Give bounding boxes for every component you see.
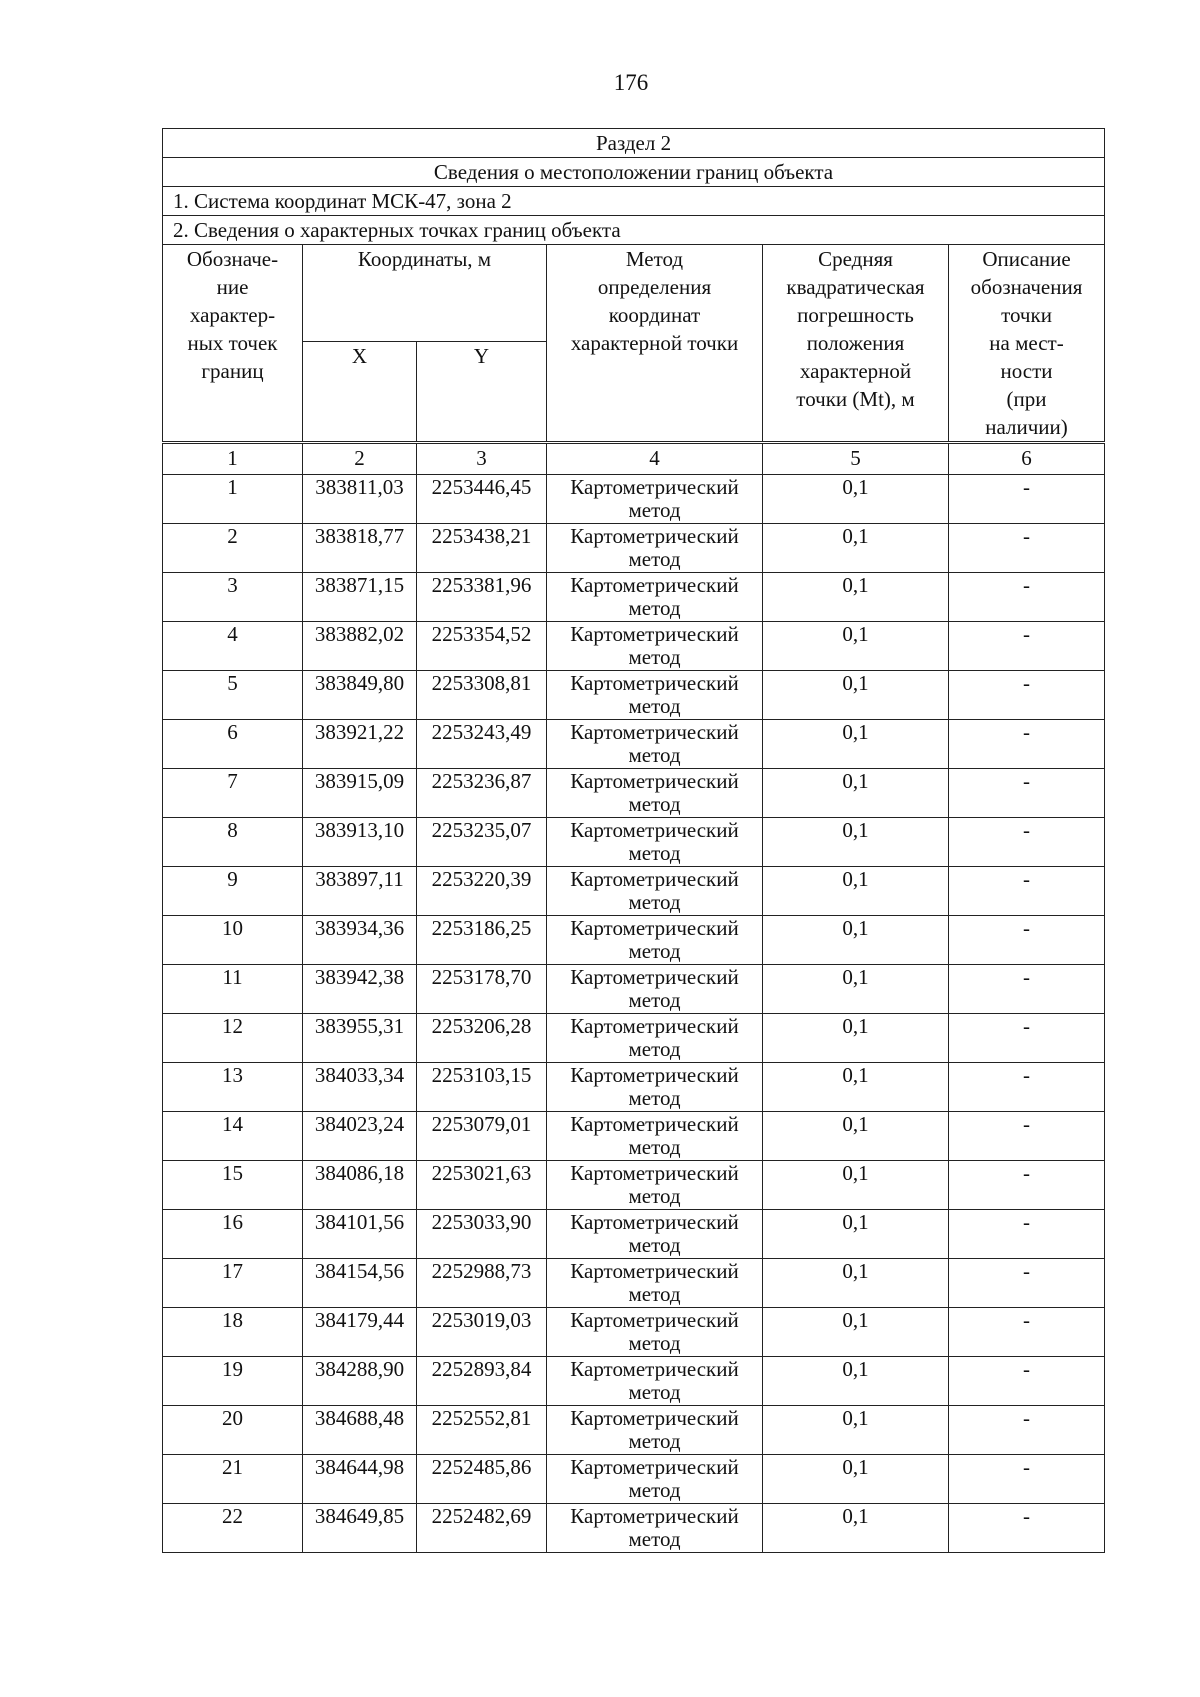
error-cell: 0,1 — [763, 622, 949, 671]
table-row — [163, 1455, 1105, 1504]
y-coordinate-cell: 2252988,73 — [417, 1259, 547, 1308]
table-row — [163, 622, 1105, 671]
point-number-cell: 22 — [163, 1504, 303, 1553]
error-cell: 0,1 — [763, 524, 949, 573]
y-coordinate-cell: 2253220,39 — [417, 867, 547, 916]
method-line-1: Картометрический — [570, 965, 739, 989]
method-cell — [547, 1112, 763, 1161]
error-cell: 0,1 — [763, 769, 949, 818]
y-coordinate-cell: 2253021,63 — [417, 1161, 547, 1210]
column-numbers-row — [163, 443, 1105, 475]
point-number-cell: 19 — [163, 1357, 303, 1406]
header-description: Описание обозначения точки на мест- ности (при наличии) — [949, 245, 1105, 443]
method-line-2: метод — [628, 1086, 681, 1110]
x-coordinate-cell: 384688,48 — [303, 1406, 417, 1455]
method-cell — [547, 524, 763, 573]
x-coordinate-cell: 383871,15 — [303, 573, 417, 622]
error-cell: 0,1 — [763, 1357, 949, 1406]
point-number-cell: 16 — [163, 1210, 303, 1259]
y-coordinate-cell: 2253186,25 — [417, 916, 547, 965]
boundary-points-table — [162, 128, 1105, 1553]
point-number-cell: 13 — [163, 1063, 303, 1112]
column-number: 5 — [763, 443, 949, 475]
table-row — [163, 720, 1105, 769]
table-row — [163, 1014, 1105, 1063]
method-cell — [547, 1504, 763, 1553]
y-coordinate-cell: 2252485,86 — [417, 1455, 547, 1504]
error-cell: 0,1 — [763, 1014, 949, 1063]
error-cell: 0,1 — [763, 818, 949, 867]
header-coordinates: Координаты, м — [303, 245, 547, 342]
table-row — [163, 1259, 1105, 1308]
description-cell: - — [949, 622, 1105, 671]
y-coordinate-cell: 2253019,03 — [417, 1308, 547, 1357]
page-number: 176 — [613, 70, 649, 95]
error-cell: 0,1 — [763, 573, 949, 622]
description-cell: - — [949, 1308, 1105, 1357]
error-cell: 0,1 — [763, 867, 949, 916]
error-cell: 0,1 — [763, 671, 949, 720]
description-cell: - — [949, 1406, 1105, 1455]
x-coordinate-cell: 383811,03 — [303, 475, 417, 524]
method-line-2: метод — [628, 988, 681, 1012]
y-coordinate-cell: 2253236,87 — [417, 769, 547, 818]
table-row — [163, 916, 1105, 965]
point-number-cell: 7 — [163, 769, 303, 818]
description-cell: - — [949, 1455, 1105, 1504]
method-cell — [547, 1357, 763, 1406]
point-number-cell: 1 — [163, 475, 303, 524]
error-cell: 0,1 — [763, 720, 949, 769]
section-title: Раздел 2 — [163, 129, 1105, 158]
method-line-2: метод — [628, 939, 681, 963]
point-number-cell: 17 — [163, 1259, 303, 1308]
y-coordinate-cell: 2253381,96 — [417, 573, 547, 622]
header-y: Y — [417, 342, 547, 443]
method-line-2: метод — [628, 890, 681, 914]
point-number-cell: 2 — [163, 524, 303, 573]
method-line-1: Картометрический — [570, 1014, 739, 1038]
x-coordinate-cell: 383921,22 — [303, 720, 417, 769]
method-line-2: метод — [628, 1331, 681, 1355]
method-cell — [547, 1308, 763, 1357]
method-line-1: Картометрический — [570, 1112, 739, 1136]
y-coordinate-cell: 2253243,49 — [417, 720, 547, 769]
y-coordinate-cell: 2253079,01 — [417, 1112, 547, 1161]
description-cell: - — [949, 671, 1105, 720]
method-line-2: метод — [628, 694, 681, 718]
point-number-cell: 11 — [163, 965, 303, 1014]
method-line-1: Картометрический — [570, 1455, 739, 1479]
table-row — [163, 1357, 1105, 1406]
column-number: 4 — [547, 443, 763, 475]
x-coordinate-cell: 384023,24 — [303, 1112, 417, 1161]
method-cell — [547, 671, 763, 720]
point-number-cell: 6 — [163, 720, 303, 769]
method-line-1: Картометрический — [570, 769, 739, 793]
point-number-cell: 8 — [163, 818, 303, 867]
table-row — [163, 1161, 1105, 1210]
header-designation: Обозначе- ние характер- ных точек границ — [163, 245, 303, 443]
error-cell: 0,1 — [763, 475, 949, 524]
point-number-cell: 20 — [163, 1406, 303, 1455]
method-line-1: Картометрический — [570, 867, 739, 891]
point-number-cell: 21 — [163, 1455, 303, 1504]
x-coordinate-cell: 383942,38 — [303, 965, 417, 1014]
method-line-1: Картометрический — [570, 1259, 739, 1283]
method-cell — [547, 573, 763, 622]
y-coordinate-cell: 2253354,52 — [417, 622, 547, 671]
method-cell — [547, 1063, 763, 1112]
method-cell — [547, 916, 763, 965]
y-coordinate-cell: 2253103,15 — [417, 1063, 547, 1112]
method-line-2: метод — [628, 645, 681, 669]
y-coordinate-cell: 2252482,69 — [417, 1504, 547, 1553]
error-cell: 0,1 — [763, 1161, 949, 1210]
method-line-2: метод — [628, 1380, 681, 1404]
x-coordinate-cell: 384644,98 — [303, 1455, 417, 1504]
table-row — [163, 818, 1105, 867]
description-cell: - — [949, 524, 1105, 573]
method-line-2: метод — [628, 498, 681, 522]
description-cell: - — [949, 573, 1105, 622]
table-row — [163, 524, 1105, 573]
point-number-cell: 18 — [163, 1308, 303, 1357]
x-coordinate-cell: 384154,56 — [303, 1259, 417, 1308]
method-line-2: метод — [628, 841, 681, 865]
point-number-cell: 15 — [163, 1161, 303, 1210]
x-coordinate-cell: 384033,34 — [303, 1063, 417, 1112]
error-cell: 0,1 — [763, 1112, 949, 1161]
method-cell — [547, 1259, 763, 1308]
error-cell: 0,1 — [763, 1210, 949, 1259]
method-cell — [547, 622, 763, 671]
x-coordinate-cell: 384086,18 — [303, 1161, 417, 1210]
method-line-2: метод — [628, 596, 681, 620]
x-coordinate-cell: 384101,56 — [303, 1210, 417, 1259]
description-cell: - — [949, 1210, 1105, 1259]
method-line-2: метод — [628, 792, 681, 816]
method-line-1: Картометрический — [570, 1357, 739, 1381]
method-line-1: Картометрический — [570, 1063, 739, 1087]
error-cell: 0,1 — [763, 1504, 949, 1553]
method-line-1: Картометрический — [570, 720, 739, 744]
point-number-cell: 14 — [163, 1112, 303, 1161]
method-line-2: метод — [628, 1233, 681, 1257]
method-line-1: Картометрический — [570, 573, 739, 597]
method-line-2: метод — [628, 1184, 681, 1208]
x-coordinate-cell: 384288,90 — [303, 1357, 417, 1406]
method-line-2: метод — [628, 1478, 681, 1502]
method-line-1: Картометрический — [570, 671, 739, 695]
error-cell: 0,1 — [763, 965, 949, 1014]
table-row — [163, 1063, 1105, 1112]
description-cell: - — [949, 1357, 1105, 1406]
x-coordinate-cell: 383849,80 — [303, 671, 417, 720]
table-row — [163, 1406, 1105, 1455]
description-cell: - — [949, 720, 1105, 769]
method-cell — [547, 1161, 763, 1210]
x-coordinate-cell: 384649,85 — [303, 1504, 417, 1553]
x-coordinate-cell: 383915,09 — [303, 769, 417, 818]
method-cell — [547, 867, 763, 916]
method-line-1: Картометрический — [570, 1308, 739, 1332]
point-number-cell: 3 — [163, 573, 303, 622]
description-cell: - — [949, 1161, 1105, 1210]
table-row — [163, 867, 1105, 916]
y-coordinate-cell: 2253178,70 — [417, 965, 547, 1014]
table-row — [163, 475, 1105, 524]
method-cell — [547, 1014, 763, 1063]
method-cell — [547, 965, 763, 1014]
x-coordinate-cell: 384179,44 — [303, 1308, 417, 1357]
method-line-1: Картометрический — [570, 916, 739, 940]
method-line-2: метод — [628, 1429, 681, 1453]
section-subtitle: Сведения о местоположении границ объекта — [163, 158, 1105, 187]
table-row — [163, 671, 1105, 720]
description-cell: - — [949, 965, 1105, 1014]
description-cell: - — [949, 1504, 1105, 1553]
y-coordinate-cell: 2253206,28 — [417, 1014, 547, 1063]
column-number: 6 — [949, 443, 1105, 475]
x-coordinate-cell: 383913,10 — [303, 818, 417, 867]
method-line-1: Картометрический — [570, 622, 739, 646]
coordinate-system: 1. Система координат МСК-47, зона 2 — [163, 187, 1105, 216]
y-coordinate-cell: 2253235,07 — [417, 818, 547, 867]
header-method: Метод определения координат характерной точки — [547, 245, 763, 443]
method-line-1: Картометрический — [570, 818, 739, 842]
method-cell — [547, 1455, 763, 1504]
y-coordinate-cell: 2253446,45 — [417, 475, 547, 524]
error-cell: 0,1 — [763, 1406, 949, 1455]
x-coordinate-cell: 383934,36 — [303, 916, 417, 965]
table-row — [163, 573, 1105, 622]
description-cell: - — [949, 475, 1105, 524]
point-number-cell: 4 — [163, 622, 303, 671]
table-row — [163, 1504, 1105, 1553]
y-coordinate-cell: 2252552,81 — [417, 1406, 547, 1455]
point-number-cell: 9 — [163, 867, 303, 916]
description-cell: - — [949, 1259, 1105, 1308]
table-row — [163, 1112, 1105, 1161]
table-row — [163, 1210, 1105, 1259]
error-cell: 0,1 — [763, 916, 949, 965]
method-line-2: метод — [628, 1282, 681, 1306]
description-cell: - — [949, 867, 1105, 916]
method-line-2: метод — [628, 743, 681, 767]
header-x: X — [303, 342, 417, 443]
table-row — [163, 1308, 1105, 1357]
method-line-1: Картометрический — [570, 1406, 739, 1430]
method-line-1: Картометрический — [570, 475, 739, 499]
point-number-cell: 12 — [163, 1014, 303, 1063]
column-number: 1 — [163, 443, 303, 475]
table-row — [163, 965, 1105, 1014]
method-cell — [547, 769, 763, 818]
description-cell: - — [949, 769, 1105, 818]
table-row — [163, 769, 1105, 818]
y-coordinate-cell: 2253438,21 — [417, 524, 547, 573]
y-coordinate-cell: 2253033,90 — [417, 1210, 547, 1259]
method-line-1: Картометрический — [570, 1161, 739, 1185]
method-line-1: Картометрический — [570, 1210, 739, 1234]
y-coordinate-cell: 2252893,84 — [417, 1357, 547, 1406]
description-cell: - — [949, 1014, 1105, 1063]
method-line-2: метод — [628, 1135, 681, 1159]
x-coordinate-cell: 383818,77 — [303, 524, 417, 573]
description-cell: - — [949, 1112, 1105, 1161]
error-cell: 0,1 — [763, 1259, 949, 1308]
x-coordinate-cell: 383955,31 — [303, 1014, 417, 1063]
error-cell: 0,1 — [763, 1308, 949, 1357]
column-number: 3 — [417, 443, 547, 475]
y-coordinate-cell: 2253308,81 — [417, 671, 547, 720]
description-cell: - — [949, 916, 1105, 965]
method-line-1: Картометрический — [570, 1504, 739, 1528]
x-coordinate-cell: 383882,02 — [303, 622, 417, 671]
error-cell: 0,1 — [763, 1455, 949, 1504]
points-heading: 2. Сведения о характерных точках границ объекта — [163, 216, 1105, 245]
point-number-cell: 5 — [163, 671, 303, 720]
column-number: 2 — [303, 443, 417, 475]
method-cell — [547, 818, 763, 867]
method-cell — [547, 1210, 763, 1259]
header-error: Средняя квадратическая погрешность положения характерной точки (Mt), м — [763, 245, 949, 443]
error-cell: 0,1 — [763, 1063, 949, 1112]
x-coordinate-cell: 383897,11 — [303, 867, 417, 916]
method-cell — [547, 475, 763, 524]
method-line-2: метод — [628, 1527, 681, 1551]
method-cell — [547, 1406, 763, 1455]
method-line-1: Картометрический — [570, 524, 739, 548]
point-number-cell: 10 — [163, 916, 303, 965]
method-line-2: метод — [628, 1037, 681, 1061]
method-line-2: метод — [628, 547, 681, 571]
description-cell: - — [949, 1063, 1105, 1112]
method-cell — [547, 720, 763, 769]
description-cell: - — [949, 818, 1105, 867]
